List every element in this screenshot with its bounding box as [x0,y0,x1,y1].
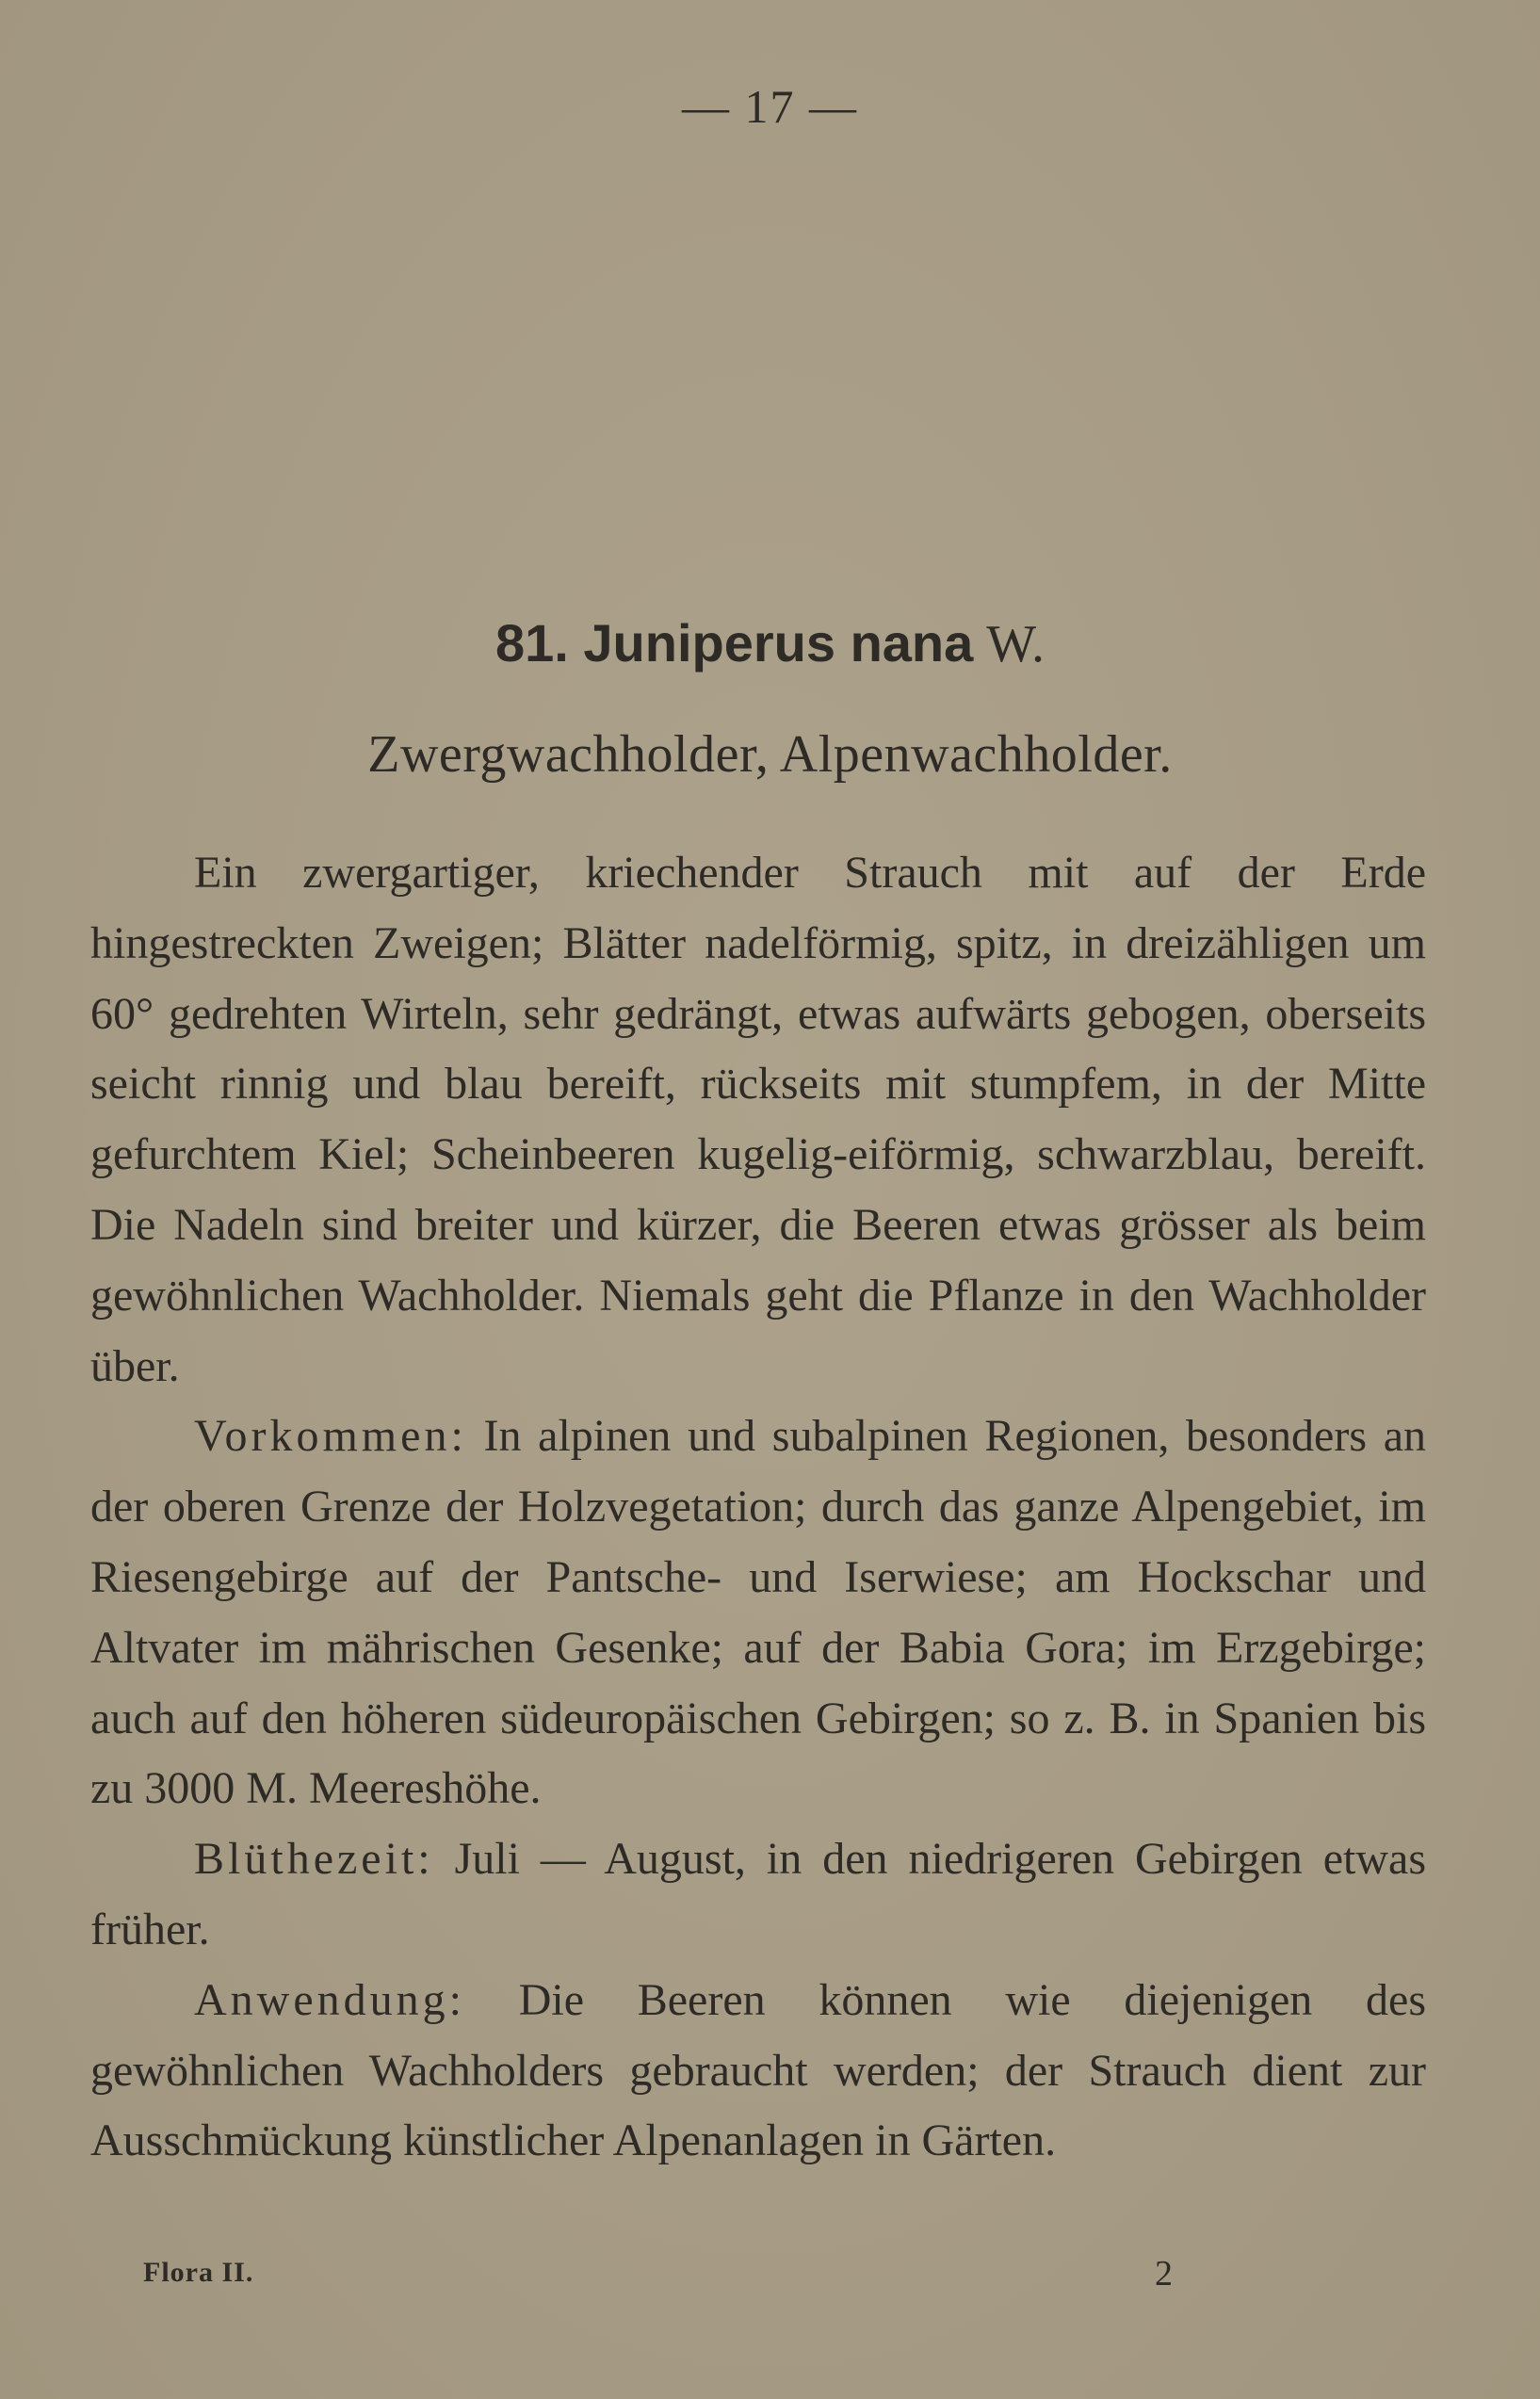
entry-title [0,610,1540,677]
common-names: Zwergwachholder, Alpenwachholder. [367,725,1173,784]
occurrence-text: In alpinen und subalpinen Regionen, besonders an der oberen Grenze der Holzvegetation; durch das ganze Alpengebiet, im Riesengebirge auf der Pantsche- und Iserwiese; am Hockschar und Altvater im mährischen Gesenke; auf der Babia Gora; im Erzgebirge; auch auf den höheren südeuropäischen Gebirgen; so z. B. in Spanien bis zu 3000 M. Meereshöhe. [90,1411,1426,1814]
occurrence-label: Vorkommen: [194,1411,467,1462]
use-paragraph [90,1966,1426,2177]
signature-mark: Flora II. [143,2257,254,2288]
species-name: 81. Juniperus nana [495,613,974,673]
page-number: — 17 — [682,80,858,133]
description-paragraph: Ein zwergartiger, kriechender Strauch mit auf der Erde hingestreckten Zweigen; Blätter nadelförmig, spitz, in dreizähligen um 60° gedrehten Wirteln, sehr gedrängt, etwas aufwärts gebogen, oberseits seicht rinnig und blau bereift, rückseits mit stumpfem, in der Mitte gefurchtem Kiel; Scheinbeeren kugelig-eiförmig, schwarzblau, bereift. Die Nadeln sind breiter und kürzer, die Beeren etwas grösser als beim gewöhnlichen Wachholder. Niemals geht die Pflanze in den Wachholder über. [90,848,1426,1391]
species-author: W. [986,615,1045,673]
occurrence-paragraph [90,1402,1426,1824]
use-label: Anwendung: [194,1974,465,2025]
flowering-label: Blüthezeit: [194,1834,434,1885]
entry-body [90,838,1426,2177]
flowering-text: Juli — August, in den niedrigeren Gebirgen etwas früher. [90,1834,1427,1954]
signature-number: 2 [1155,2254,1173,2294]
flowering-paragraph [90,1824,1426,1966]
use-text: Die Beeren können wie diejenigen des gewöhnlichen Wachholders gebraucht werden; der Strauch dient zur Ausschmückung künstlicher Alpenanlagen in Gärten. [90,1974,1427,2166]
